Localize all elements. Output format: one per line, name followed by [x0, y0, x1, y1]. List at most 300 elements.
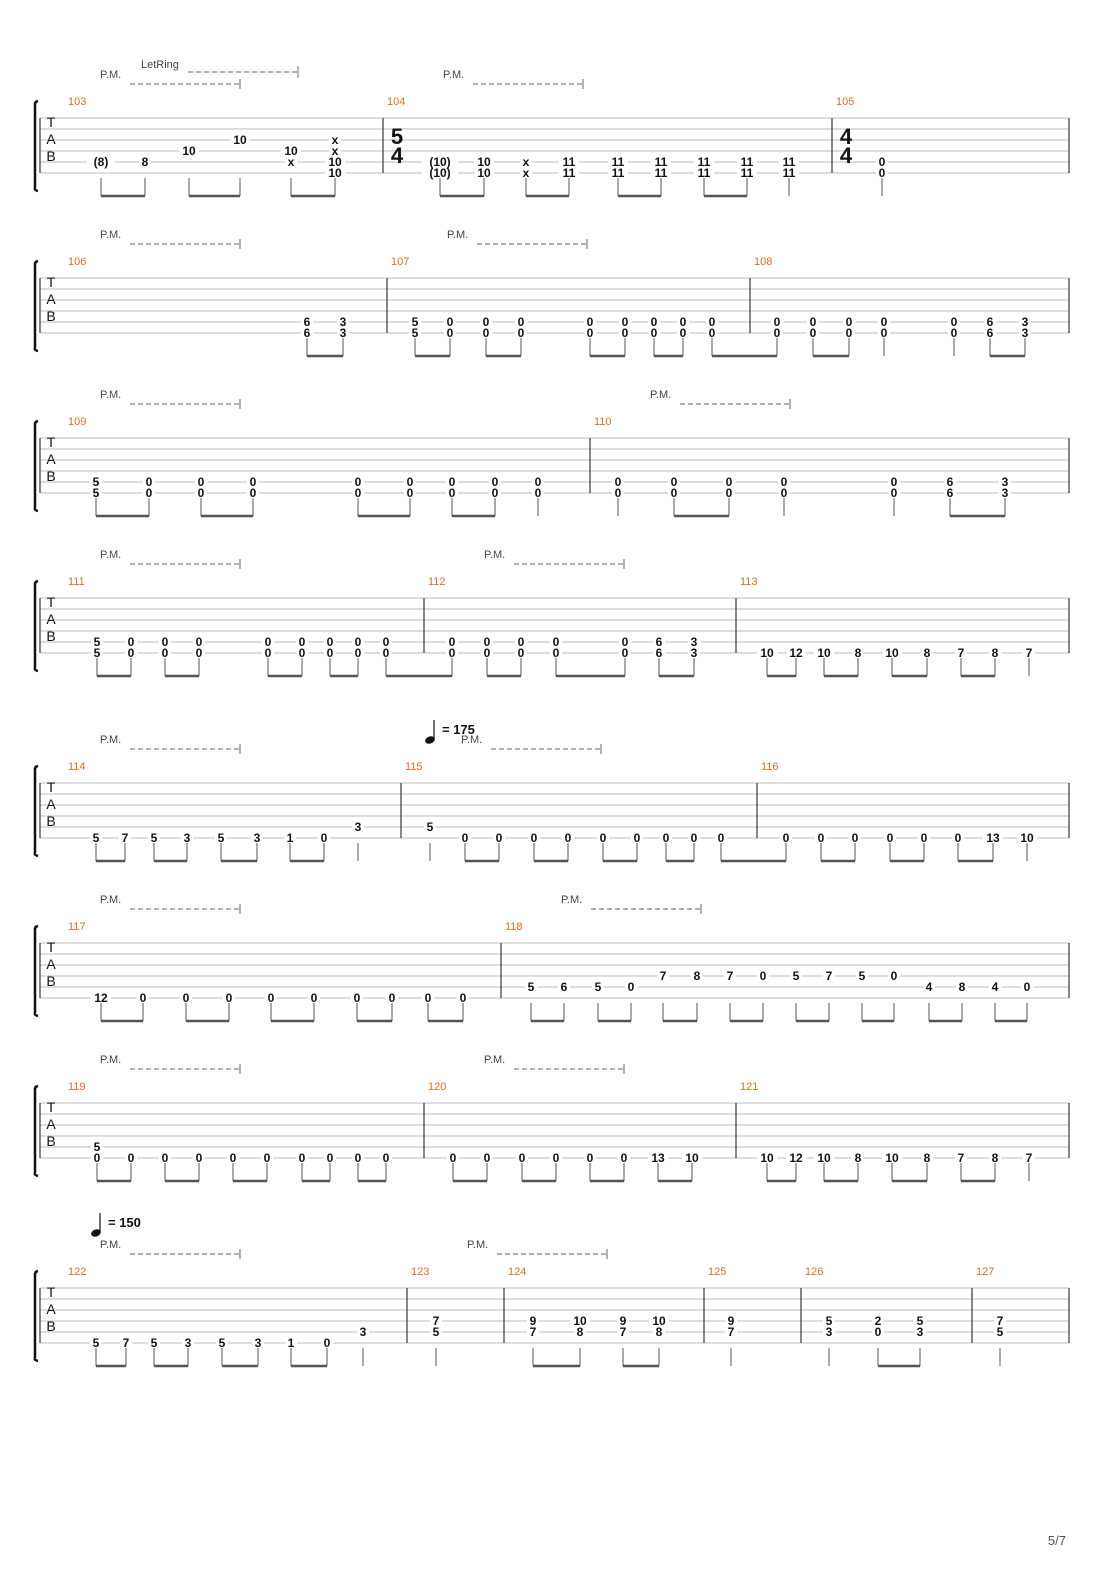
measure-number: 117 — [68, 921, 86, 933]
fret-number: 0 — [851, 831, 859, 845]
measure-number: 120 — [428, 1081, 447, 1093]
fret-number: 0 — [534, 486, 542, 500]
fret-number: 0 — [326, 646, 334, 660]
measure-number: 114 — [68, 761, 86, 773]
fret-number: 10 — [652, 1314, 666, 1328]
fret-number: 7 — [825, 969, 833, 983]
tab-system — [35, 239, 1069, 356]
fret-number: 0 — [920, 831, 928, 845]
fret-number: 0 — [780, 486, 788, 500]
fret-number: 5 — [92, 475, 100, 489]
tab-clef-letter: T — [46, 939, 56, 955]
fret-number: 1 — [287, 1336, 295, 1350]
fret-number: 0 — [708, 315, 716, 329]
fret-number: 0 — [845, 326, 853, 340]
fret-number: 0 — [670, 486, 678, 500]
fret-number: 0 — [759, 969, 767, 983]
fret-number: 3 — [254, 1336, 262, 1350]
fret-number: 7 — [1025, 646, 1033, 660]
tempo-value: = 150 — [108, 1215, 141, 1230]
fret-number: 11 — [740, 166, 754, 180]
fret-number: 0 — [182, 991, 190, 1005]
fret-number: 0 — [446, 326, 454, 340]
fret-number: 0 — [517, 326, 525, 340]
measure-number: 109 — [68, 416, 87, 428]
fret-number: x — [522, 155, 530, 169]
fret-number: 8 — [923, 1151, 931, 1165]
fret-number: 5 — [432, 1325, 440, 1339]
measure-number: 118 — [505, 921, 523, 933]
fret-number: 0 — [517, 635, 525, 649]
fret-number: 0 — [950, 315, 958, 329]
fret-number: 0 — [323, 1336, 331, 1350]
system-bracket — [35, 1086, 38, 1176]
fret-number: 6 — [303, 326, 311, 340]
fret-number: 8 — [958, 980, 966, 994]
fret-number: 10 — [328, 155, 342, 169]
fret-number: 0 — [809, 326, 817, 340]
fret-number: 0 — [878, 166, 886, 180]
tab-clef-letter: B — [46, 813, 56, 829]
tab-clef-letter: T — [46, 434, 56, 450]
fret-number: 0 — [449, 1151, 457, 1165]
fret-number: 0 — [725, 486, 733, 500]
fret-number: 5 — [411, 326, 419, 340]
fret-number: 0 — [491, 475, 499, 489]
measure-number: 122 — [68, 1266, 87, 1278]
fret-number: 10 — [477, 155, 491, 169]
fret-number: 7 — [659, 969, 667, 983]
fret-number: 0 — [229, 1151, 237, 1165]
fret-number: 0 — [614, 475, 622, 489]
tab-clef-letter: B — [46, 973, 56, 989]
fret-number: 12 — [94, 991, 108, 1005]
fret-number: 3 — [916, 1325, 924, 1339]
tab-clef-letter: B — [46, 628, 56, 644]
fret-number: 0 — [354, 635, 362, 649]
fret-number: 3 — [825, 1325, 833, 1339]
fret-number: 0 — [621, 326, 629, 340]
fret-number: 8 — [991, 646, 999, 660]
fret-number: 0 — [197, 486, 205, 500]
palm-mute-label: P.M. — [484, 549, 506, 561]
fret-number: 0 — [534, 475, 542, 489]
tab-clef-letter: T — [46, 274, 56, 290]
fret-number: 10 — [182, 144, 196, 158]
fret-number: 0 — [482, 326, 490, 340]
fret-number: 0 — [620, 1151, 628, 1165]
fret-number: 0 — [586, 1151, 594, 1165]
fret-number: 0 — [662, 831, 670, 845]
fret-number: 13 — [651, 1151, 665, 1165]
fret-number: 0 — [650, 315, 658, 329]
tab-clef-letter: A — [46, 131, 56, 147]
fret-number: 0 — [482, 315, 490, 329]
fret-number: 0 — [621, 315, 629, 329]
fret-number: 6 — [303, 315, 311, 329]
palm-mute-label: P.M. — [100, 1054, 122, 1066]
fret-number: 0 — [552, 646, 560, 660]
fret-number: 0 — [725, 475, 733, 489]
fret-number: 7 — [1025, 1151, 1033, 1165]
fret-number: 0 — [809, 315, 817, 329]
fret-number: 12 — [789, 646, 803, 660]
fret-number: 0 — [552, 635, 560, 649]
fret-number: 6 — [655, 646, 663, 660]
fret-number: 0 — [650, 326, 658, 340]
fret-number: 10 — [328, 166, 342, 180]
measure-number: 104 — [387, 96, 406, 108]
fret-number: 0 — [195, 646, 203, 660]
fret-number: 0 — [518, 1151, 526, 1165]
fret-number: 9 — [529, 1314, 537, 1328]
fret-number: 10 — [760, 1151, 774, 1165]
fret-number: 0 — [552, 1151, 560, 1165]
fret-number: 0 — [249, 486, 257, 500]
fret-number: 10 — [760, 646, 774, 660]
fret-number: 0 — [161, 1151, 169, 1165]
fret-number: 0 — [263, 1151, 271, 1165]
tab-clef-letter: A — [46, 611, 56, 627]
fret-number: 0 — [354, 646, 362, 660]
fret-number: 5 — [527, 980, 535, 994]
systems — [35, 59, 1069, 1366]
system-bracket — [35, 766, 38, 856]
fret-number: 0 — [406, 486, 414, 500]
fret-number: 0 — [517, 646, 525, 660]
fret-number: 13 — [986, 831, 1000, 845]
fret-number: 5 — [218, 1336, 226, 1350]
time-signature-numerator: 4 — [839, 124, 853, 149]
fret-number: 0 — [614, 486, 622, 500]
fret-number: 5 — [92, 1336, 100, 1350]
fret-number: 0 — [773, 326, 781, 340]
fret-number: 0 — [483, 635, 491, 649]
fret-number: 9 — [619, 1314, 627, 1328]
palm-mute-label: P.M. — [100, 229, 122, 241]
fret-number: 10 — [685, 1151, 699, 1165]
fret-number: 0 — [880, 326, 888, 340]
measure-number: 111 — [68, 576, 85, 588]
fret-number: 0 — [264, 635, 272, 649]
fret-number: 11 — [697, 155, 711, 169]
fret-number: 7 — [619, 1325, 627, 1339]
fret-number: 10 — [233, 133, 247, 147]
palm-mute-label: P.M. — [100, 69, 122, 81]
fret-number: 0 — [621, 646, 629, 660]
fret-number: 11 — [562, 155, 576, 169]
fret-number: 0 — [320, 831, 328, 845]
fret-number: 0 — [310, 991, 318, 1005]
fret-number: 5 — [93, 635, 101, 649]
fret-number: 0 — [491, 486, 499, 500]
palm-mute-label: P.M. — [484, 1054, 506, 1066]
fret-number: 0 — [461, 831, 469, 845]
fret-number: 3 — [1001, 486, 1009, 500]
fret-number: 11 — [782, 166, 796, 180]
fret-number: 0 — [874, 1325, 882, 1339]
fret-number: 8 — [854, 1151, 862, 1165]
fret-number: 10 — [817, 646, 831, 660]
fret-number: 10 — [573, 1314, 587, 1328]
fret-number: 0 — [564, 831, 572, 845]
fret-number: 0 — [448, 635, 456, 649]
fret-number: 0 — [950, 326, 958, 340]
fret-number: 0 — [298, 646, 306, 660]
fret-number: 7 — [529, 1325, 537, 1339]
fret-number: 5 — [825, 1314, 833, 1328]
fret-number: 0 — [890, 969, 898, 983]
fret-number: (10) — [429, 155, 451, 169]
fret-number: 0 — [354, 486, 362, 500]
fret-number: 5 — [594, 980, 602, 994]
fret-number: 0 — [354, 1151, 362, 1165]
palm-mute-label: P.M. — [100, 389, 122, 401]
fret-number: 0 — [517, 315, 525, 329]
measure-number: 116 — [761, 761, 779, 773]
fret-number: 11 — [697, 166, 711, 180]
measure-number: 121 — [740, 1081, 759, 1093]
palm-mute-label: P.M. — [447, 229, 469, 241]
fret-number: 8 — [655, 1325, 663, 1339]
time-signature-numerator: 5 — [390, 124, 404, 149]
tab-system — [35, 66, 1069, 196]
fret-number: 5 — [996, 1325, 1004, 1339]
fret-number: 10 — [1020, 831, 1034, 845]
measure-number: 106 — [68, 256, 87, 268]
fret-number: 0 — [382, 1151, 390, 1165]
measure-number: 125 — [708, 1266, 727, 1278]
system-bracket — [35, 261, 38, 351]
time-signature-denominator: 4 — [839, 143, 853, 168]
fret-number: 3 — [354, 820, 362, 834]
fret-number: 0 — [382, 635, 390, 649]
measure-number: 126 — [805, 1266, 824, 1278]
fret-number: 0 — [845, 315, 853, 329]
fret-number: 0 — [127, 646, 135, 660]
palm-mute-label: P.M. — [100, 1239, 122, 1251]
tab-clef-letter: A — [46, 796, 56, 812]
fret-number: 0 — [382, 646, 390, 660]
tab-clef-letter: A — [46, 451, 56, 467]
fret-number: 0 — [954, 831, 962, 845]
fret-number: 6 — [986, 326, 994, 340]
fret-number: 11 — [654, 166, 668, 180]
fret-number: 0 — [326, 635, 334, 649]
fret-number: 0 — [298, 635, 306, 649]
fret-number: 3 — [359, 1325, 367, 1339]
fret-number: 8 — [693, 969, 701, 983]
measure-number: 127 — [976, 1266, 995, 1278]
fret-number: 3 — [253, 831, 261, 845]
page-number: 5/7 — [1047, 1533, 1066, 1548]
fret-number: 0 — [161, 635, 169, 649]
fret-number: 0 — [139, 991, 147, 1005]
tab-system — [35, 399, 1069, 516]
fret-number: 5 — [916, 1314, 924, 1328]
fret-number: 8 — [854, 646, 862, 660]
fret-number: 0 — [448, 475, 456, 489]
fret-number: 0 — [530, 831, 538, 845]
fret-number: 5 — [93, 646, 101, 660]
fret-number: 0 — [197, 475, 205, 489]
fret-number: 0 — [195, 1151, 203, 1165]
fret-number: 0 — [424, 991, 432, 1005]
fret-number: 7 — [996, 1314, 1004, 1328]
measure-number: 105 — [836, 96, 855, 108]
fret-number: 0 — [446, 315, 454, 329]
fret-number: 7 — [957, 1151, 965, 1165]
fret-number: 0 — [298, 1151, 306, 1165]
fret-number: 5 — [93, 1140, 101, 1154]
fret-number: 0 — [354, 475, 362, 489]
fret-number: 9 — [727, 1314, 735, 1328]
tab-clef-letter: B — [46, 1133, 56, 1149]
fret-number: 0 — [145, 486, 153, 500]
fret-number: 5 — [92, 831, 100, 845]
fret-number: 0 — [249, 475, 257, 489]
fret-number: 11 — [654, 155, 668, 169]
fret-number: 0 — [780, 475, 788, 489]
system-bracket — [35, 1271, 38, 1361]
fret-number: 8 — [576, 1325, 584, 1339]
fret-number: 0 — [353, 991, 361, 1005]
fret-number: 11 — [562, 166, 576, 180]
fret-number: 0 — [890, 475, 898, 489]
fret-number: 10 — [284, 144, 298, 158]
fret-number: 0 — [586, 315, 594, 329]
fret-number: 0 — [264, 646, 272, 660]
tab-clef-letter: T — [46, 1284, 56, 1300]
time-signature-denominator: 4 — [390, 143, 404, 168]
fret-number: 0 — [127, 1151, 135, 1165]
fret-number: 7 — [121, 831, 129, 845]
fret-number: 3 — [1021, 326, 1029, 340]
fret-number: 0 — [679, 326, 687, 340]
fret-number: 5 — [92, 486, 100, 500]
measure-number: 113 — [740, 576, 758, 588]
fret-number: 8 — [991, 1151, 999, 1165]
palm-mute-label: P.M. — [461, 734, 483, 746]
fret-number: 5 — [858, 969, 866, 983]
tab-clef-letter: T — [46, 1099, 56, 1115]
fret-number: 0 — [267, 991, 275, 1005]
fret-number: 3 — [339, 326, 347, 340]
palm-mute-label: P.M. — [100, 549, 122, 561]
fret-number: 3 — [690, 635, 698, 649]
fret-number: 11 — [782, 155, 796, 169]
fret-number: 0 — [886, 831, 894, 845]
fret-number: 0 — [890, 486, 898, 500]
fret-number: 5 — [150, 831, 158, 845]
fret-number: 0 — [388, 991, 396, 1005]
tab-system — [35, 904, 1069, 1021]
fret-number: 10 — [885, 1151, 899, 1165]
fret-number: 4 — [991, 980, 999, 994]
tab-clef-letter: B — [46, 308, 56, 324]
tab-clef-letter: A — [46, 1301, 56, 1317]
fret-number: 5 — [426, 820, 434, 834]
fret-number: 4 — [925, 980, 933, 994]
fret-number: 6 — [560, 980, 568, 994]
palm-mute-label: P.M. — [467, 1239, 489, 1251]
fret-number: 5 — [150, 1336, 158, 1350]
fret-number: 11 — [740, 155, 754, 169]
fret-number: 0 — [599, 831, 607, 845]
fret-number: 6 — [986, 315, 994, 329]
fret-number: 0 — [627, 980, 635, 994]
tab-clef-letter: B — [46, 148, 56, 164]
fret-number: 11 — [611, 155, 625, 169]
fret-number: 7 — [726, 969, 734, 983]
fret-number: 0 — [708, 326, 716, 340]
tab-clef-letter: A — [46, 956, 56, 972]
fret-number: 0 — [717, 831, 725, 845]
fret-number: 0 — [621, 635, 629, 649]
fret-number: 0 — [880, 315, 888, 329]
fret-number: 3 — [183, 831, 191, 845]
palm-mute-label: P.M. — [650, 389, 672, 401]
fret-number: 0 — [633, 831, 641, 845]
fret-number: 6 — [946, 486, 954, 500]
measure-number: 112 — [428, 576, 446, 588]
fret-number: 0 — [326, 1151, 334, 1165]
fret-number: 10 — [885, 646, 899, 660]
measure-number: 123 — [411, 1266, 430, 1278]
fret-number: x — [331, 133, 339, 147]
fret-number: 11 — [611, 166, 625, 180]
fret-number: x — [287, 155, 295, 169]
fret-number: 0 — [127, 635, 135, 649]
palm-mute-label: P.M. — [100, 734, 122, 746]
fret-number: 5 — [217, 831, 225, 845]
measure-number: 103 — [68, 96, 87, 108]
fret-number: 7 — [727, 1325, 735, 1339]
tab-clef-letter: T — [46, 594, 56, 610]
fret-number: (10) — [429, 166, 451, 180]
fret-number: 0 — [1023, 980, 1031, 994]
tab-clef-letter: T — [46, 779, 56, 795]
fret-number: 0 — [817, 831, 825, 845]
measure-number: 119 — [68, 1081, 86, 1093]
fret-number: 12 — [789, 1151, 803, 1165]
system-bracket — [35, 101, 38, 191]
fret-number: 0 — [878, 155, 886, 169]
fret-number: 0 — [225, 991, 233, 1005]
system-bracket — [35, 581, 38, 671]
tempo-value: = 175 — [442, 722, 475, 737]
fret-number: 0 — [448, 486, 456, 500]
fret-number: 0 — [483, 1151, 491, 1165]
palm-mute-label: P.M. — [561, 894, 583, 906]
fret-number: 3 — [1001, 475, 1009, 489]
measure-number: 110 — [594, 416, 612, 428]
palm-mute-label: P.M. — [100, 894, 122, 906]
fret-number: x — [522, 166, 530, 180]
fret-number: 0 — [195, 635, 203, 649]
fret-number: 0 — [161, 646, 169, 660]
fret-number: 2 — [874, 1314, 882, 1328]
fret-number: 0 — [448, 646, 456, 660]
fret-number: x — [331, 144, 339, 158]
measure-number: 107 — [391, 256, 410, 268]
fret-number: 1 — [286, 831, 294, 845]
measure-number: 115 — [405, 761, 423, 773]
fret-number: 7 — [957, 646, 965, 660]
fret-number: 0 — [782, 831, 790, 845]
measure-number: 124 — [508, 1266, 527, 1278]
system-bracket — [35, 926, 38, 1016]
